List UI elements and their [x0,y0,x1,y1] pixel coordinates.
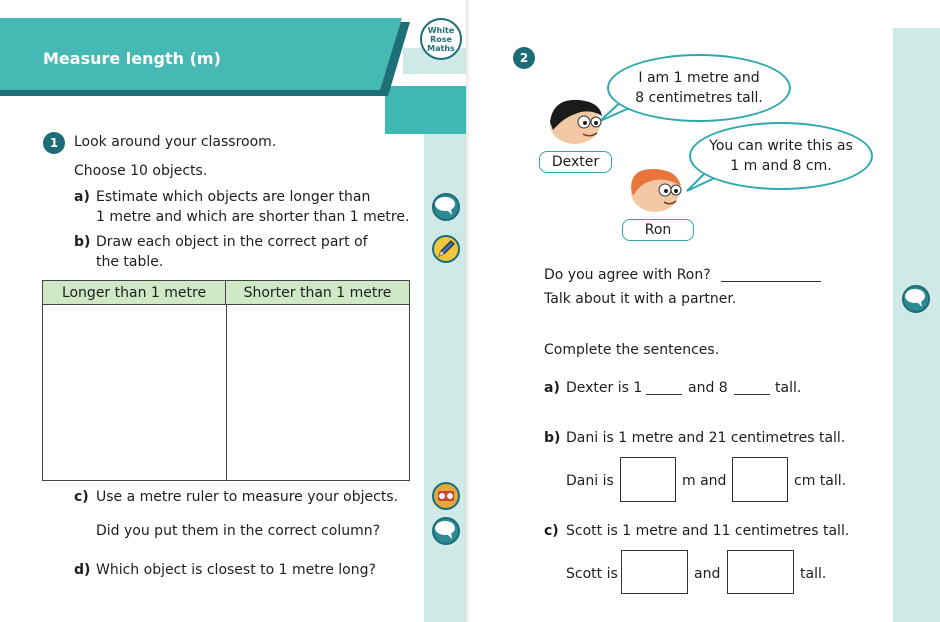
q2-c-tall: tall. [800,566,827,582]
q1-intro: Look around your classroom. [74,134,277,150]
q2-a-start: Dexter is 1 [566,380,643,396]
q2-a-end: tall. [775,380,802,396]
q2-c-label: c) [544,523,559,539]
q2-b-metres-box[interactable] [620,457,676,502]
q2-c-and: and [694,566,721,582]
ron-bubble-line2: 1 m and 8 cm. [730,158,832,174]
q1-choose: Choose 10 objects. [74,163,208,179]
q1-a-line1: Estimate which objects are longer than [96,189,371,205]
table-header-shorter: Shorter than 1 metre [226,281,409,305]
q1-b-line2: the table. [96,254,164,270]
q1-a-label: a) [74,189,90,205]
q1-b-label: b) [74,234,91,250]
ron-name-tag: Ron [622,219,694,241]
dexter-speech-bubble [607,54,791,122]
q2-c-text: Scott is 1 metre and 11 centimetres tall. [566,523,850,539]
ron-avatar [625,164,685,214]
q2-b-label: b) [544,430,561,446]
discuss-icon [431,192,461,222]
q2-b-centimetres-box[interactable] [732,457,788,502]
page-gutter [466,0,470,622]
q2-a-blank-2[interactable] [734,383,770,395]
q2-b-m-and: m and [682,473,727,489]
white-rose-maths-logo [420,18,462,60]
q1-c-label: c) [74,489,89,505]
table-column-divider [226,305,227,480]
q2-agree-question: Do you agree with Ron? [544,267,711,283]
q2-b-cm-tall: cm tall. [794,473,847,489]
q2-complete: Complete the sentences. [544,342,720,358]
question-1-number: 1 [43,132,65,154]
q2-c-box-2[interactable] [727,550,794,594]
question-2-number: 2 [513,47,535,69]
pencil-icon [431,234,461,264]
dexter-bubble-line2: 8 centimetres tall. [635,90,763,106]
ron-speech-bubble [689,122,873,190]
dexter-bubble-line1: I am 1 metre and [638,70,760,86]
q2-talk: Talk about it with a partner. [544,291,737,307]
q1-b-line1: Draw each object in the correct part of [96,234,368,250]
q2-c-scott-is: Scott is [566,566,618,582]
q1-d-text: Which object is closest to 1 metre long? [96,562,376,578]
q1-c-text: Use a metre ruler to measure your objects. [96,489,399,505]
q2-b-dani-is: Dani is [566,473,614,489]
q1-a-line2: 1 metre and which are shorter than 1 metre. [96,209,410,225]
q1-d-label: d) [74,562,91,578]
discuss-icon [901,284,931,314]
logo-line-1: White [427,25,455,35]
q2-c-box-1[interactable] [621,550,688,594]
q2-a-mid: and 8 [688,380,728,396]
q2-a-blank-1[interactable] [646,383,682,395]
q2-a-label: a) [544,380,560,396]
logo-line-3: Maths [427,43,455,53]
sorting-table [42,280,410,481]
dexter-avatar [545,96,605,146]
tool-icon [431,481,461,511]
logo-line-2: Rose [430,34,452,44]
page-title: Measure length (m) [43,49,221,68]
q2-agree-answer-line[interactable] [721,270,821,282]
header-banner-tab [385,86,468,134]
discuss-icon [431,516,461,546]
right-side-strip [893,28,940,622]
q2-b-text: Dani is 1 metre and 21 centimetres tall. [566,430,846,446]
ron-bubble-line1: You can write this as [709,138,853,154]
header-banner [0,18,468,136]
dexter-name-tag: Dexter [539,151,612,173]
q1-c-followup: Did you put them in the correct column? [96,523,381,539]
table-header-longer: Longer than 1 metre [43,281,226,305]
